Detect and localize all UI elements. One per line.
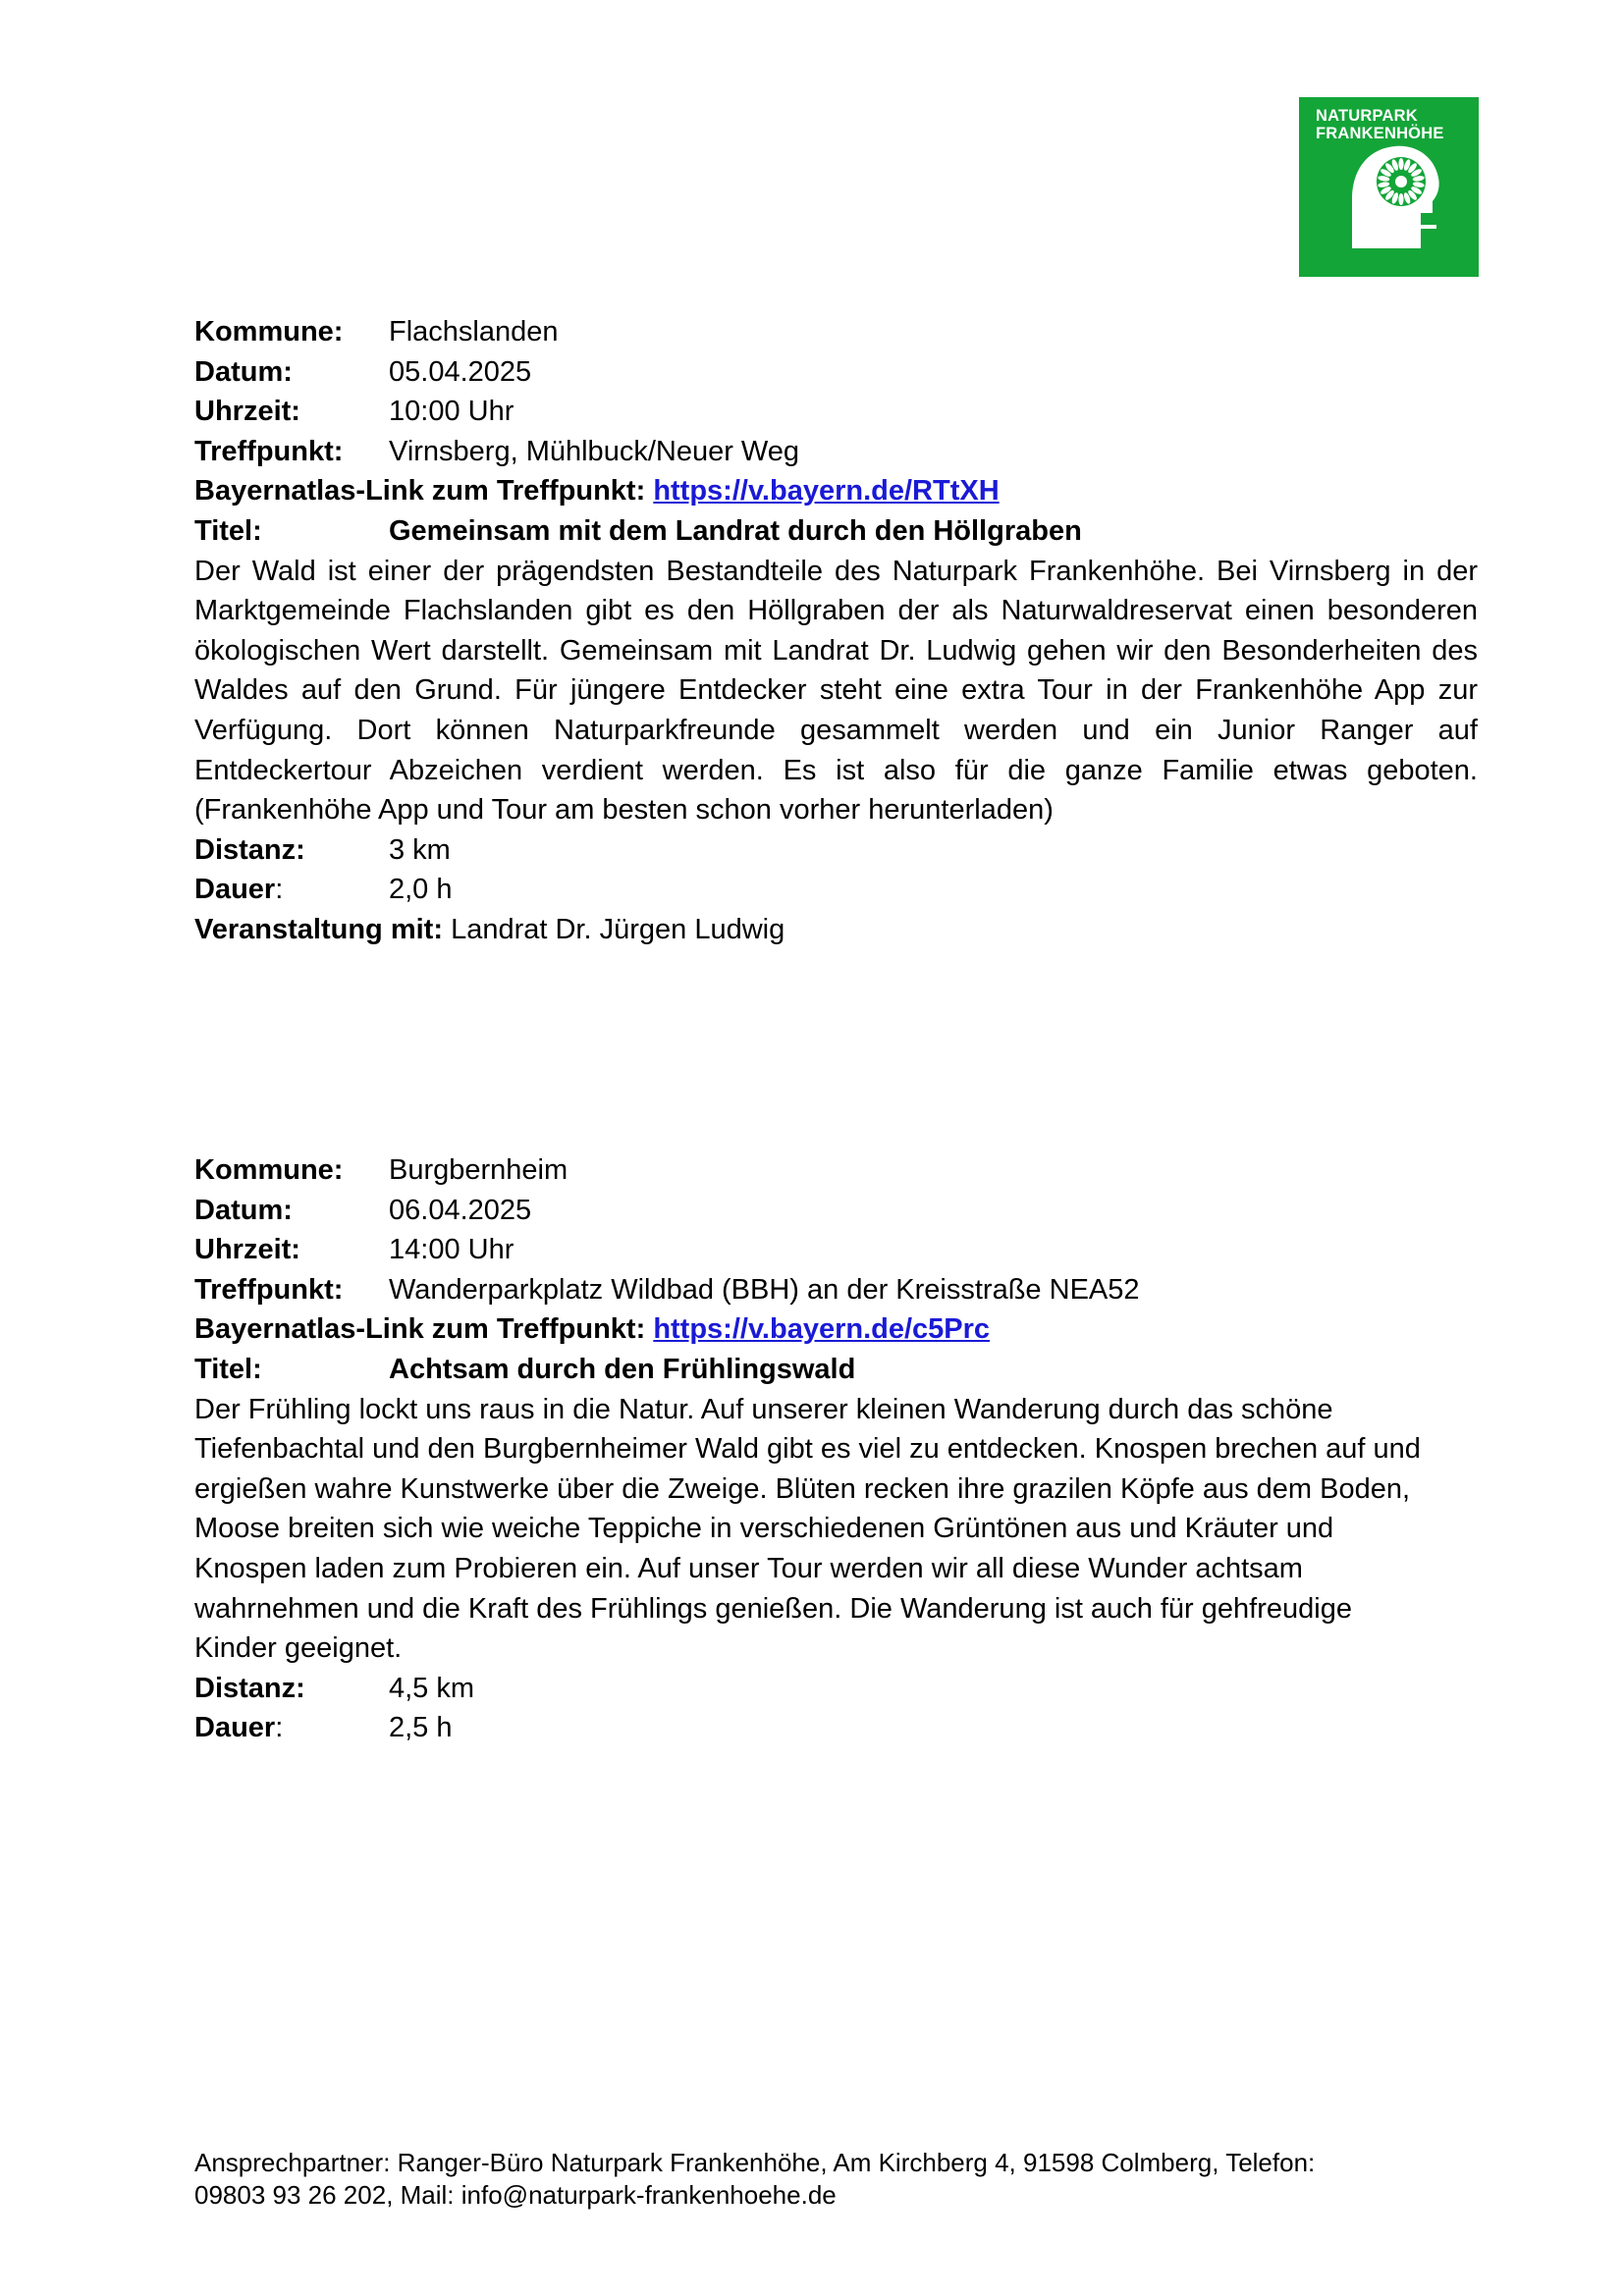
titel-row <box>194 1350 1478 1390</box>
kommune-label: Kommune: <box>194 316 344 347</box>
kommune-label: Kommune: <box>194 1154 344 1186</box>
datum-label: Datum: <box>194 355 293 388</box>
footer-line-2: 09803 93 26 202, Mail: info@naturpark-frankenhoehe.de <box>194 2180 837 2210</box>
bayernatlas-link[interactable]: https://v.bayern.de/RTtXH <box>653 475 1000 507</box>
dauer-colon: : <box>275 1712 284 1744</box>
veranstaltung-label: Veranstaltung mit: <box>194 913 443 945</box>
dauer-value: 2,5 h <box>389 1712 453 1744</box>
titel-value: Achtsam durch den Frühlingswald <box>389 1353 856 1385</box>
datum-row <box>194 1191 1478 1231</box>
datum-value: 05.04.2025 <box>389 355 532 388</box>
dauer-label: Dauer <box>194 874 276 906</box>
kommune-value: Flachslanden <box>389 316 559 347</box>
treffpunkt-row <box>194 1270 1478 1310</box>
dauer-row <box>194 1708 1478 1748</box>
event-entry <box>194 1150 1478 1748</box>
bayernatlas-row <box>194 1309 1478 1350</box>
treffpunkt-row <box>194 432 1478 472</box>
datum-row <box>194 352 1478 393</box>
treffpunkt-label: Treffpunkt: <box>194 1273 344 1306</box>
kommune-row <box>194 1150 1478 1191</box>
titel-value: Gemeinsam mit dem Landrat durch den Höllgraben <box>389 514 1082 547</box>
distanz-label: Distanz: <box>194 833 305 866</box>
logo-line-2: FRANKENHÖHE <box>1316 125 1444 142</box>
veranstaltung-row <box>194 910 1478 950</box>
distanz-label: Distanz: <box>194 1672 305 1704</box>
naturpark-logo <box>1299 97 1479 277</box>
treffpunkt-value: Wanderparkplatz Wildbad (BBH) an der Kreisstraße NEA52 <box>389 1273 1140 1306</box>
footer-line-1: Ansprechpartner: Ranger-Büro Naturpark Frankenhöhe, Am Kirchberg 4, 91598 Colmberg, Telefon: <box>194 2148 1316 2177</box>
logo-line-1: NATURPARK <box>1316 107 1418 125</box>
uhrzeit-value: 14:00 Uhr <box>389 1234 514 1266</box>
uhrzeit-label: Uhrzeit: <box>194 1234 300 1266</box>
distanz-value: 3 km <box>389 833 451 866</box>
uhrzeit-row <box>194 1230 1478 1270</box>
kommune-row <box>194 312 1478 352</box>
bayernatlas-label: Bayernatlas-Link zum Treffpunkt: <box>194 1313 646 1346</box>
contact-footer <box>194 2147 1490 2212</box>
dauer-row <box>194 870 1478 910</box>
event-entry <box>194 312 1478 950</box>
dauer-value: 2,0 h <box>389 874 453 906</box>
bayernatlas-label: Bayernatlas-Link zum Treffpunkt: <box>194 475 646 507</box>
sunflower-emblem-icon <box>1299 97 1479 277</box>
event-description: Der Frühling lockt uns raus in die Natur. Auf unserer kleinen Wanderung durch das schöne Tiefenbachtal und den Burgbernheimer Wald gibt es viel zu entdecken. Knospen brechen auf und ergießen wahre Kunstwerke über die Zweige. Blüten recken ihre grazilen Köpfe aus dem Boden, Moose breiten sich wie weiche Teppiche in verschiedenen Grüntönen aus und Kräuter und Knospen laden zum Probieren ein. Auf unser Tour werden wir all diese Wunder achtsam wahrnehmen und die Kraft des Frühlings genießen. Die Wanderung ist auch für gehfreudige Kinder geeignet. <box>194 1393 1421 1665</box>
titel-label: Titel: <box>194 1353 262 1385</box>
event-description: Der Wald ist einer der prägendsten Bestandteile des Naturpark Frankenhöhe. Bei Virnsberg in der Marktgemeinde Flachslanden gibt es den Höllgraben der als Naturwaldreservat einen besonderen ökologischen Wert darstellt. Gemeinsam mit Landrat Dr. Ludwig gehen wir den Besonderheiten des Waldes auf den Grund. Für jüngere Entdecker steht eine extra Tour in der Frankenhöhe App zur Verfügung. Dort können Naturparkfreunde gesammelt werden und ein Junior Ranger auf Entdeckertour Abzeichen verdient werden. Es ist also für die ganze Familie etwas geboten. (Frankenhöhe App und Tour am besten schon vorher herunterladen) <box>194 555 1478 827</box>
bayernatlas-link[interactable]: https://v.bayern.de/c5Prc <box>653 1313 991 1346</box>
treffpunkt-label: Treffpunkt: <box>194 435 344 467</box>
uhrzeit-label: Uhrzeit: <box>194 396 300 428</box>
dauer-colon: : <box>275 874 284 906</box>
dauer-label: Dauer <box>194 1712 276 1744</box>
treffpunkt-value: Virnsberg, Mühlbuck/Neuer Weg <box>389 435 800 467</box>
bayernatlas-row <box>194 471 1478 511</box>
datum-value: 06.04.2025 <box>389 1194 532 1226</box>
distanz-row <box>194 1669 1478 1709</box>
uhrzeit-row <box>194 392 1478 432</box>
titel-row <box>194 511 1478 552</box>
distanz-value: 4,5 km <box>389 1672 475 1704</box>
datum-label: Datum: <box>194 1194 293 1226</box>
titel-label: Titel: <box>194 514 262 547</box>
veranstaltung-value: Landrat Dr. Jürgen Ludwig <box>451 913 785 945</box>
distanz-row <box>194 830 1478 871</box>
kommune-value: Burgbernheim <box>389 1154 568 1186</box>
uhrzeit-value: 10:00 Uhr <box>389 396 514 428</box>
